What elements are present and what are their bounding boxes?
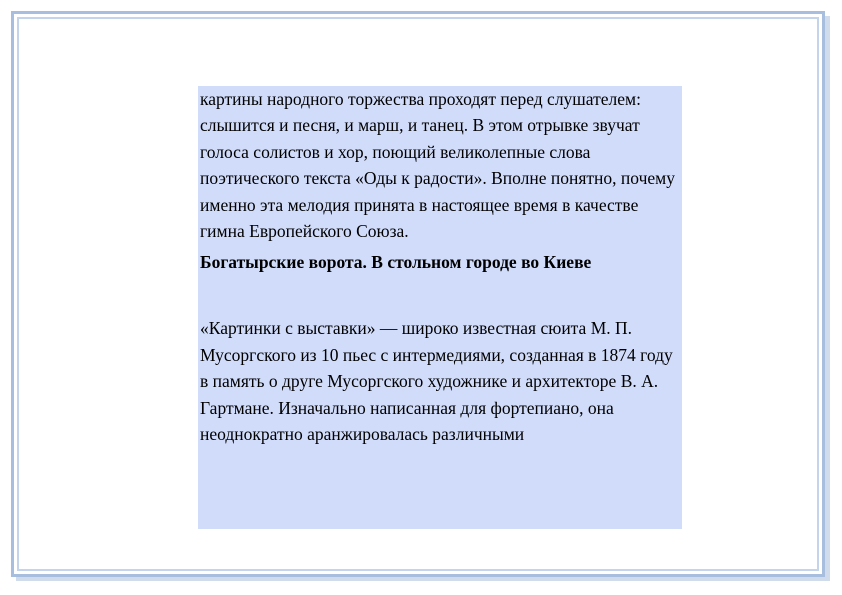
frame-shadow-bottom bbox=[16, 577, 830, 581]
section-heading: Богатырские ворота. В стольном городе во Киеве bbox=[200, 252, 592, 273]
paragraph-ode-to-joy: картины народного торжества проходят перед слушателем: слышится и песня, и марш, и танец. В этом отрывке звучат голоса солистов и хор, поющий великолепные слова поэтического текста «Оды к радости». Вполне понятно, почему именно эта мелодия принята в настоящее время в качестве гимна Европейского Союза. bbox=[200, 89, 675, 242]
text-block bbox=[198, 86, 682, 529]
paragraph-pictures-at-exhibition: «Картинки с выставки» — широко известная сюита М. П. Мусоргского из 10 пьес с интермедиями, созданная в 1874 году в память о друге Мусоргского художнике и архитекторе В. А. Гартмане. Изначально написанная для фортепиано, она неоднократно аранжировалась различными bbox=[200, 318, 673, 445]
frame-shadow-right bbox=[825, 16, 830, 581]
